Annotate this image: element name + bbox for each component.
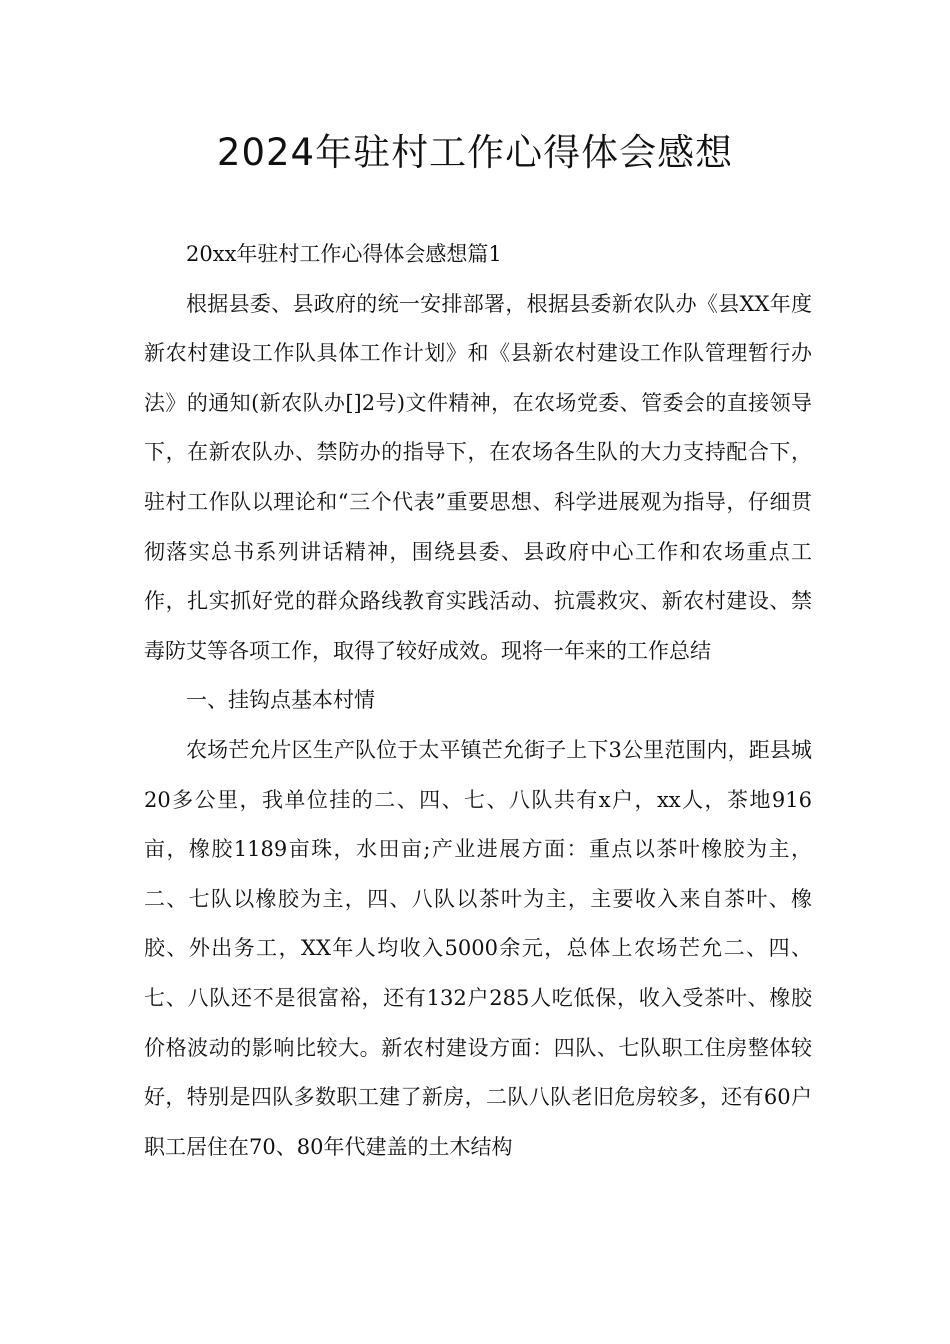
body-paragraph: 根据县委、县政府的统一安排部署，根据县委新农队办《县XX年度新农村建设工作队具体工作计划》和《县新农村建设工作队管理暂行办法》的通知(新农队办[]2号)文件精神，在农场党委、管委会的直接领导下，在新农队办、禁防办的指导下，在农场各生队的大力支持配合下，驻村工作队以理论和“三个代表”重要思想、科学进展观为指导，仔细贯彻落实总书系列讲话精神，围绕县委、县政府中心工作和农场重点工作，扎实抓好党的群众路线教育实践活动、抗震救灾、新农村建设、禁毒防艾等各项工作，取得了较好成效。现将一年来的工作总结: [144, 291, 812, 663]
section-heading: 一、挂钩点基本村情: [186, 688, 375, 713]
section-heading: 20xx年驻村工作心得体会感想篇1: [186, 242, 502, 266]
document-body: [144, 230, 812, 1172]
document-title: 2024年驻村工作心得体会感想: [216, 131, 734, 174]
body-paragraph: 农场芒允片区生产队位于太平镇芒允街子上下3公里范围内，距县城20多公里，我单位挂的二、四、七、八队共有x户，xx人，茶地916亩，橡胶1189亩珠，水田亩;产业进展方面：重点以茶叶橡胶为主，二、七队以橡胶为主，四、八队以茶叶为主，主要收入来自茶叶、橡胶、外出务工，XX年人均收入5000余元，总体上农场芒允二、四、七、八队还不是很富裕，还有132户285人吃低保，收入受茶叶、橡胶价格波动的影响比较大。新农村建设方面：四队、七队职工住房整体较好，特别是四队多数职工建了新房，二队八队老旧危房较多，还有60户职工居住在70、80年代建盖的土木结构: [144, 737, 812, 1159]
